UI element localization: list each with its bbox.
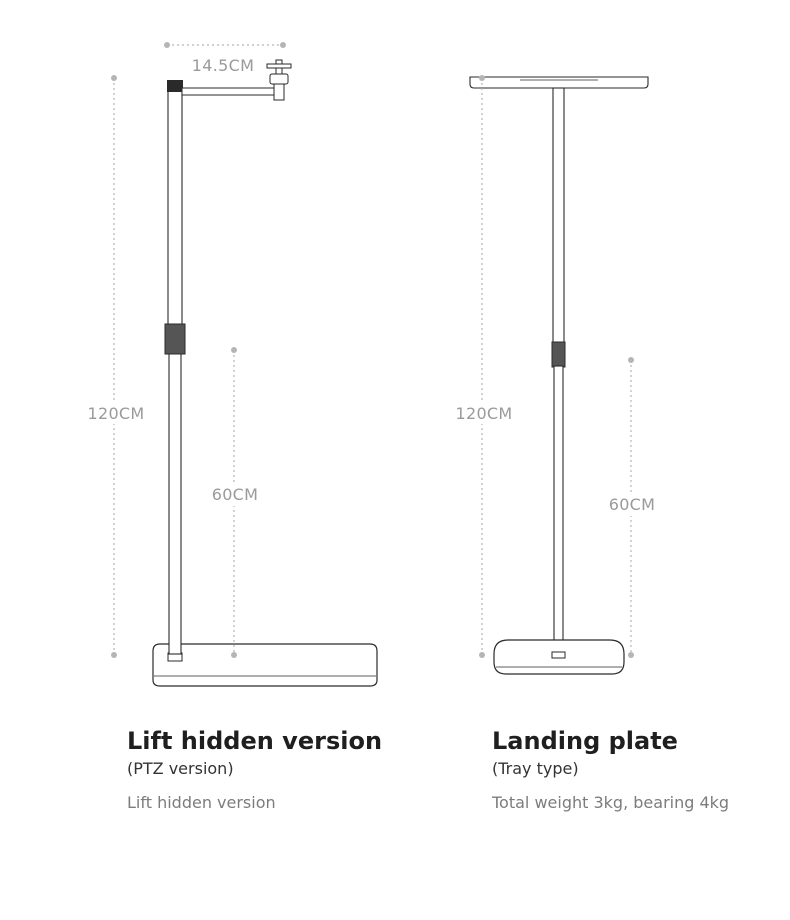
- left-total-height-label: 120CM: [87, 404, 145, 423]
- right-product-subtitle: (Tray type): [492, 759, 579, 778]
- left-base-plate: [153, 644, 377, 686]
- left-height-collar: [165, 324, 185, 354]
- left-product-description: Lift hidden version: [127, 793, 276, 812]
- right-top-tray: [470, 77, 648, 88]
- left-dimensions: [114, 45, 283, 655]
- left-upper-pole: [168, 90, 182, 326]
- left-lower-height-label: 60CM: [211, 485, 259, 504]
- right-lower-height-label: 60CM: [608, 495, 656, 514]
- right-total-height-label: 120CM: [455, 404, 513, 423]
- right-product-description: Total weight 3kg, bearing 4kg: [492, 793, 730, 812]
- right-product-caption: [492, 726, 790, 814]
- right-upper-pole: [553, 88, 564, 344]
- left-product-subtitle: (PTZ version): [127, 759, 234, 778]
- left-horizontal-arm: [182, 88, 280, 95]
- left-lower-pole: [169, 352, 181, 654]
- left-arm-width-label: 14.5CM: [191, 56, 255, 75]
- right-lower-pole: [554, 366, 563, 656]
- right-height-collar: [552, 342, 565, 367]
- right-stand-illustration: [470, 77, 648, 674]
- left-product-title: Lift hidden version: [127, 727, 383, 755]
- left-stand-illustration: [153, 60, 377, 686]
- right-product-title: Landing plate: [492, 727, 678, 755]
- left-product-caption: [127, 726, 447, 814]
